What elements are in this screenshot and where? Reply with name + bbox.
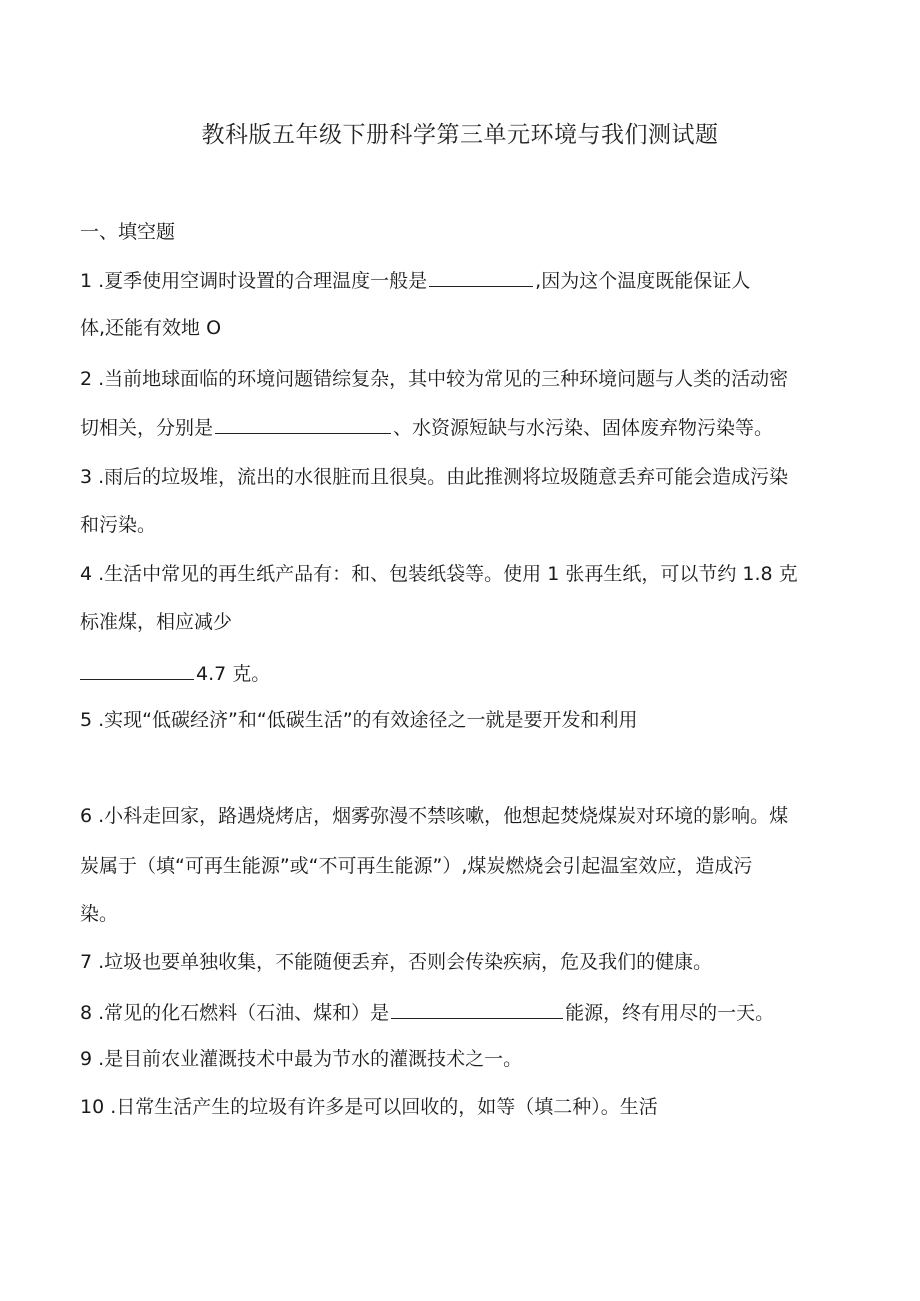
question-2-text-after: 、水资源短缺与水污染、固体废弃物污染等。 bbox=[393, 417, 774, 439]
question-6-line-3: 染。 bbox=[80, 903, 119, 925]
answer-blank-8 bbox=[391, 998, 563, 1019]
page-title: 教科版五年级下册科学第三单元环境与我们测试题 bbox=[201, 122, 719, 148]
answer-blank-1 bbox=[429, 266, 533, 287]
question-10-line-1: 10 .日常生活产生的垃圾有许多是可以回收的，如等（填二种）。生活 bbox=[80, 1096, 658, 1118]
question-1-line-1 bbox=[80, 266, 750, 294]
question-4-line-2: 标准煤，相应减少 bbox=[80, 611, 233, 633]
question-9-line-1: 9 .是目前农业灌溉技术中最为节水的灌溉技术之一。 bbox=[80, 1048, 523, 1070]
question-2-text-before: 切相关，分别是 bbox=[80, 417, 214, 439]
question-8-text-after: 能源，终有用尽的一天。 bbox=[565, 1002, 775, 1024]
question-2-line-2 bbox=[80, 413, 773, 441]
question-4-text-after: 4.7 克。 bbox=[196, 663, 271, 685]
answer-blank-4 bbox=[80, 659, 194, 680]
question-3-line-2: 和污染。 bbox=[80, 514, 157, 536]
question-3-line-1: 3 .雨后的垃圾堆，流出的水很脏而且很臭。由此推测将垃圾随意丢弃可能会造成污染 bbox=[80, 466, 789, 488]
question-8-text-before: 8 .常见的化石燃料（石油、煤和）是 bbox=[80, 1002, 390, 1024]
question-6-line-1: 6 .小科走回家，路遇烧烤店，烟雾弥漫不禁咳嗽，他想起焚烧煤炭对环境的影响。煤 bbox=[80, 805, 789, 827]
question-4-line-3 bbox=[80, 659, 270, 687]
question-1-line-2: 体,还能有效地 O bbox=[80, 317, 222, 339]
question-7-line-1: 7 .垃圾也要单独收集，不能随便丢弃，否则会传染疾病，危及我们的健康。 bbox=[80, 951, 713, 973]
question-2-line-1: 2 .当前地球面临的环境问题错综复杂，其中较为常见的三种环境问题与人类的活动密 bbox=[80, 368, 789, 390]
section-heading: 一、填空题 bbox=[80, 221, 176, 243]
answer-blank-2 bbox=[215, 413, 391, 434]
question-6-line-2: 炭属于（填“可再生能源”或“不可再生能源”）,煤炭燃烧会引起温室效应，造成污 bbox=[80, 855, 753, 877]
question-1-text-after: ,因为这个温度既能保证人 bbox=[535, 270, 751, 292]
question-1-text-before: 1 .夏季使用空调时设置的合理温度一般是 bbox=[80, 270, 428, 292]
question-5-line-1: 5 .实现“低碳经济”和“低碳生活”的有效途径之一就是要开发和利用 bbox=[80, 709, 638, 731]
question-4-line-1: 4 .生活中常见的再生纸产品有：和、包装纸袋等。使用 1 张再生纸，可以节约 1.8 克 bbox=[80, 563, 798, 585]
question-8-line-1 bbox=[80, 998, 774, 1026]
